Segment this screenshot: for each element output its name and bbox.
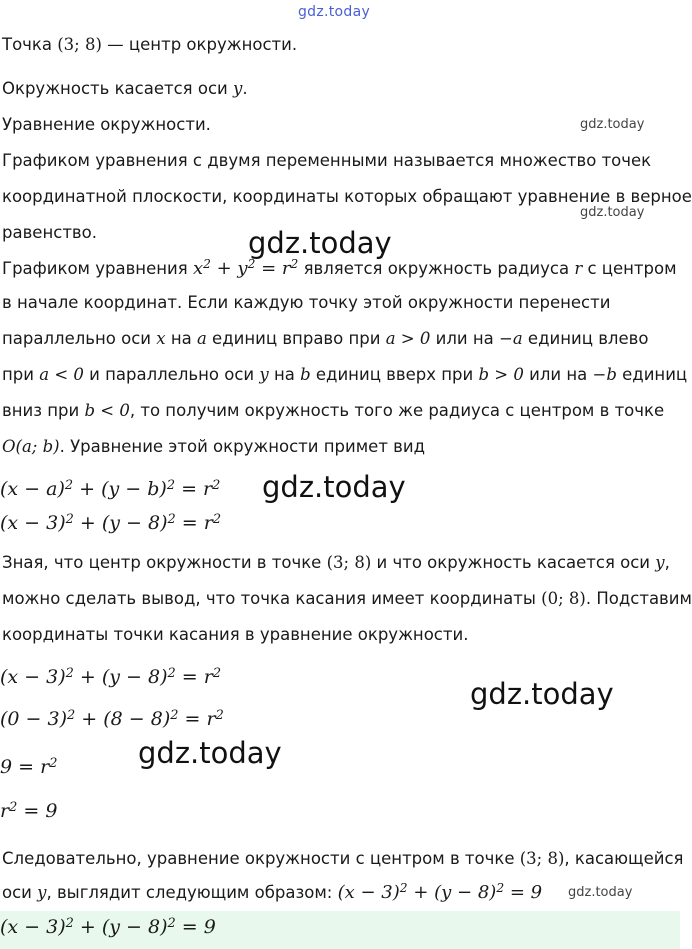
equation: $(0 - 3)^2 + (8 - 8)^2 = r^2$ <box>0 707 224 730</box>
watermark-large: gdz.today <box>248 226 392 260</box>
text-line: O(a; b). Уравнение этой окружности примет вид <box>2 437 426 456</box>
text-line: оси y, выглядит следующим образом: $(x - 3)^2 + (y - 8)^2 = 9$ <box>2 880 543 903</box>
answer-equation: $(x - 3)^2 + (y - 8)^2 = 9$ <box>0 915 216 938</box>
equation: $(x - 3)^2 + (y - 8)^2 = r^2$ <box>0 511 222 534</box>
equation: $r^2 = 9$ <box>0 799 58 822</box>
text-line: Точка (3; 8) — центр окружности. <box>2 35 298 54</box>
watermark-small: gdz.today <box>580 117 645 132</box>
text-line: можно сделать вывод, что точка касания имеет координаты (0; 8). Подставим <box>2 589 692 608</box>
text-line: параллельно оси x на a единиц вправо при a > 0 или на −a единиц влево <box>2 329 649 348</box>
watermark-large: gdz.today <box>262 470 406 504</box>
equation: $(x - 3)^2 + (y - 8)^2 = r^2$ <box>0 665 222 688</box>
text-line: Зная, что центр окружности в точке (3; 8) и что окружность касается оси y, <box>2 553 670 572</box>
watermark-top: gdz.today <box>298 4 371 20</box>
text-line: Графиком уравнения $x^2 + y^2 = r^2$ является окружность радиуса r с центром <box>2 256 677 279</box>
watermark-large: gdz.today <box>470 677 614 711</box>
equation: $(x - a)^2 + (y - b)^2 = r^2$ <box>0 477 221 500</box>
equation: $9 = r^2$ <box>0 755 58 778</box>
text-line: Окружность касается оси y. <box>2 79 248 98</box>
text-line: в начале координат. Если каждую точку этой окружности перенести <box>2 293 611 312</box>
text-line: при a < 0 и параллельно оси y на b единиц вверх при b > 0 или на −b единиц <box>2 365 688 384</box>
watermark-small: gdz.today <box>568 885 633 900</box>
text-line: Следовательно, уравнение окружности с центром в точке (3; 8), касающейся <box>2 849 684 868</box>
text-line: координатной плоскости, координаты которых обращают уравнение в верное <box>2 187 692 206</box>
text-line: Графиком уравнения с двумя переменными называется множество точек <box>2 151 652 170</box>
section-heading: Уравнение окружности. <box>2 115 211 134</box>
text-line: координаты точки касания в уравнение окружности. <box>2 625 469 644</box>
watermark-large: gdz.today <box>138 736 282 770</box>
watermark-small: gdz.today <box>580 205 645 220</box>
text-line: равенство. <box>2 223 97 242</box>
text-line: вниз при b < 0, то получим окружность того же радиуса с центром в точке <box>2 401 665 420</box>
